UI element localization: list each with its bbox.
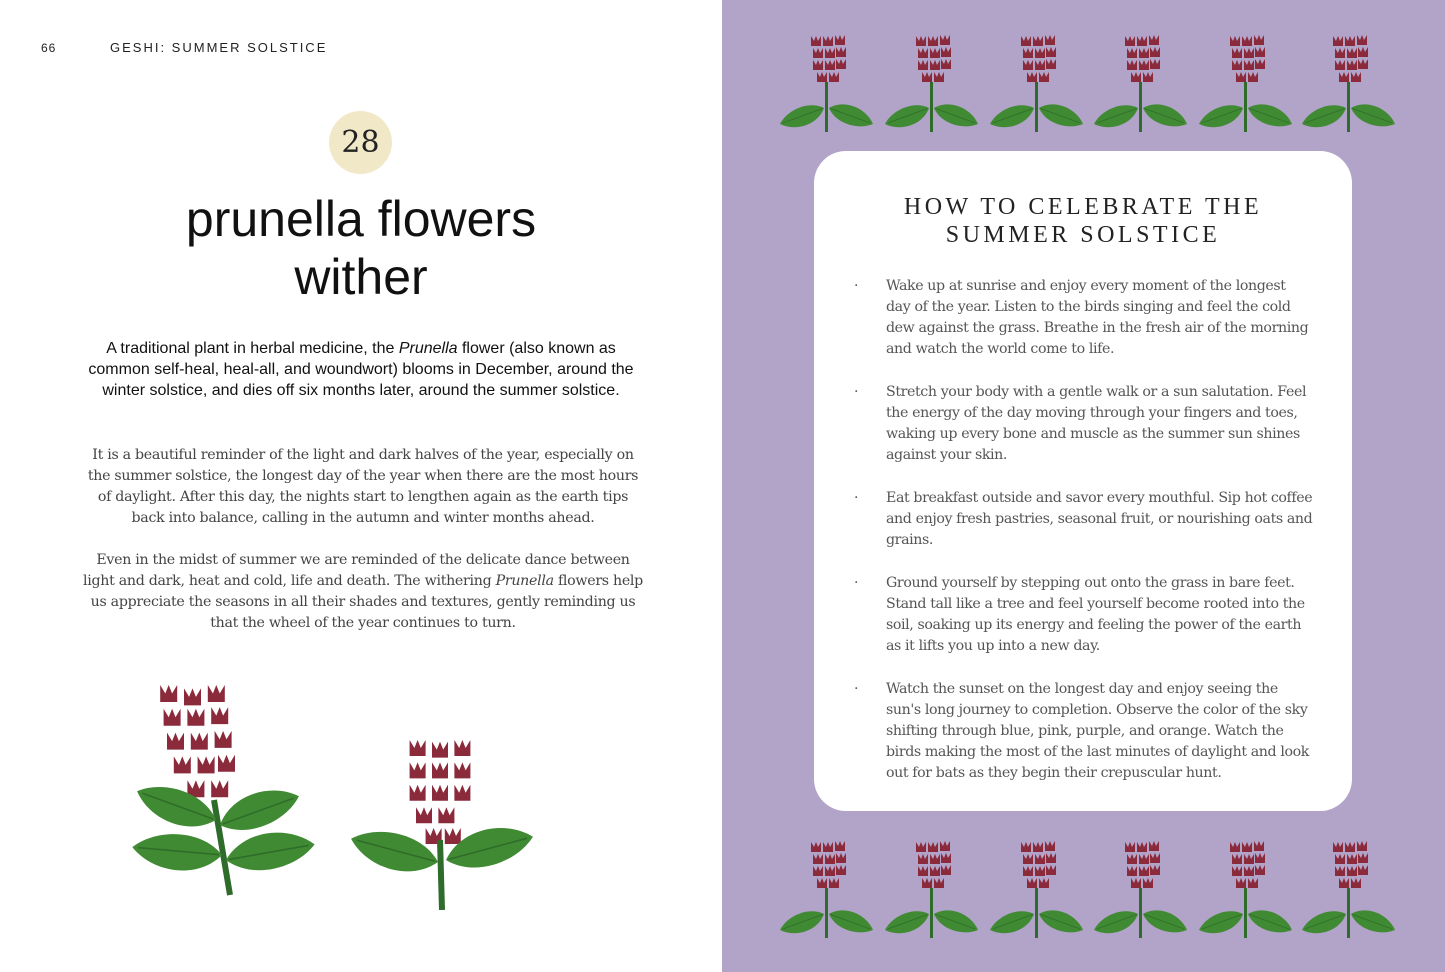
body-paragraph-1: It is a beautiful reminder of the light and dark halves of the year, especially on the summer solstice, the longest day of the year when there are the most hours of daylight. After this day, the nights start to lengthen again as the earth tips back into balance, calling in the autumn and winter months ahead. (87, 447, 639, 526)
intro-paragraph (80, 338, 642, 401)
tip-text: Ground yourself by stepping out onto the grass in bare feet. Stand tall like a tree and feel yourself become rooted into the soil, soaking up its energy and feeling the power of the earth as it lifts you up into a new day. (886, 575, 1305, 654)
list-item (854, 276, 1314, 360)
tip-text: Eat breakfast outside and savor every mouthful. Sip hot coffee and enjoy fresh pastries, seasonal fruit, or nourishing oats and grains. (886, 490, 1313, 548)
intro-italic: Prunella (398, 340, 458, 357)
prunella-flower-icon (987, 35, 1086, 132)
card-title-line-1: HOW TO CELEBRATE THE (903, 194, 1263, 220)
prunella-flower-icon (882, 35, 981, 132)
prunella-illustration (90, 670, 560, 910)
right-page (722, 0, 1445, 972)
prunella-flower-icon (777, 841, 876, 938)
page-title (80, 190, 642, 306)
body-2-italic: Prunella (495, 573, 554, 589)
prunella-flower-icon (882, 841, 981, 938)
body-2-text-2: flowers help us appreciate the seasons in all their shades and textures, gently reminding us that the wheel of the year continues to turn. (90, 573, 643, 631)
prunella-flower-icon (1091, 841, 1190, 938)
prunella-flower-icon (1196, 841, 1295, 938)
list-item (854, 488, 1314, 551)
card-title (814, 193, 1352, 249)
bullet: · (854, 575, 859, 591)
bullet: · (854, 278, 859, 294)
body-2-text-1: Even in the midst of summer we are reminded of the delicate dance between light and dark, heat and cold, life and death. The withering (83, 552, 630, 589)
list-item (854, 573, 1314, 657)
list-item (854, 679, 1314, 784)
celebration-card (814, 151, 1352, 811)
prunella-flower-icon (131, 685, 318, 895)
entry-number: 28 (341, 125, 380, 160)
body-paragraph-2 (80, 550, 646, 634)
bullet: · (854, 490, 859, 506)
card-title-line-2: SUMMER SOLSTICE (945, 222, 1221, 248)
tip-text: Stretch your body with a gentle walk or a sun salutation. Feel the energy of the day moving through your fingers and toes, waking up every bone and muscle as the summer sun shines against your skin. (886, 384, 1307, 463)
left-page (0, 0, 722, 972)
flower-border-top (722, 32, 1445, 132)
title-line-1: prunella flowers (185, 191, 537, 247)
intro-text-2: flower (also known as common self-heal, heal-all, and woundwort) blooms in December, around the winter solstice, and dies off six months later, around the summer solstice. (88, 340, 634, 399)
prunella-flower-icon (1299, 35, 1398, 132)
tips-list (854, 276, 1314, 806)
bullet: · (854, 681, 859, 697)
list-item (854, 382, 1314, 466)
bullet: · (854, 384, 859, 400)
page-number: 66 (41, 41, 57, 55)
prunella-flower-icon (1299, 841, 1398, 938)
running-head: GESHI: SUMMER SOLSTICE (110, 40, 328, 55)
prunella-flower-icon (346, 740, 537, 910)
prunella-flower-icon (987, 841, 1086, 938)
intro-text-1: A traditional plant in herbal medicine, the (106, 340, 399, 357)
flower-border-bottom (722, 838, 1445, 938)
tip-text: Wake up at sunrise and enjoy every moment of the longest day of the year. Listen to the birds singing and feel the cold dew against the grass. Breathe in the fresh air of the morning and watch the world come to life. (886, 278, 1309, 357)
prunella-flower-icon (1196, 35, 1295, 132)
title-line-2: wither (294, 249, 428, 305)
prunella-flower-icon (777, 35, 876, 132)
prunella-flower-icon (1091, 35, 1190, 132)
entry-number-badge (329, 111, 392, 174)
tip-text: Watch the sunset on the longest day and enjoy seeing the sun's long journey to completion. Observe the color of the sky shifting through blue, pink, purple, and orange. Watch the birds making the most of the last minutes of daylight and look out for bats as they begin their crepuscular hunt. (886, 681, 1309, 781)
